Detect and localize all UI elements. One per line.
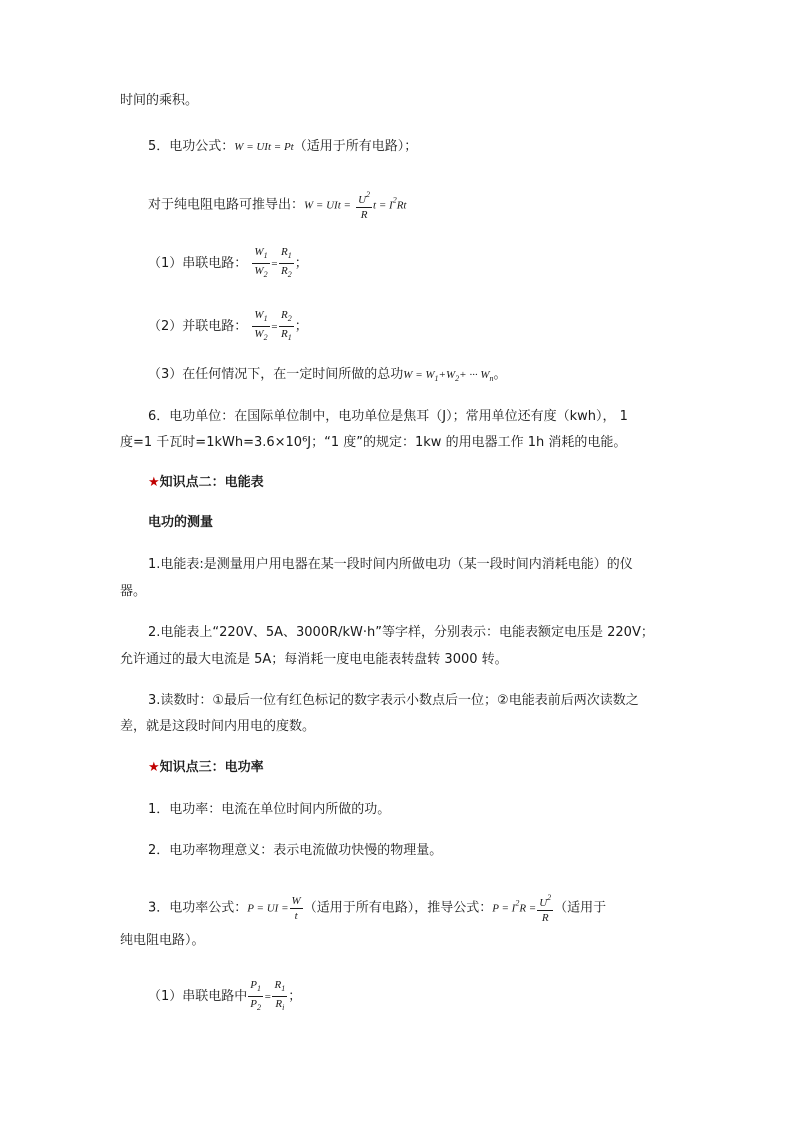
star-icon: ★ — [148, 475, 160, 490]
fraction-w1-over-w2: $\frac{W_1}{W_2}$ — [254, 246, 268, 279]
text-line: 3.读数时：①最后一位有红色标记的数字表示小数点后一位；②电能表前后两次读数之 — [148, 693, 639, 708]
formula-line-pure-resistance: 对于纯电阻电路可推导出：W = UIt = $\frac{U^2}{R}$ $t = I^2Rt$ — [148, 190, 407, 221]
subsection-heading: 电功的测量 — [148, 515, 214, 530]
series-circuit-ratio: （1）串联电路： $\frac{W_1}{W_2}$ = $\frac{R_1}{R_2}$ ； — [148, 245, 308, 282]
fraction-p1-over-p2: $\frac{P_1}{P_2}$ — [250, 979, 262, 1012]
section-heading-meter: ★知识点二：电能表 — [148, 475, 264, 490]
fraction-u2-over-r: $\frac{U^2}{R}$ — [539, 893, 552, 924]
parallel-circuit-ratio: （2）并联电路： $\frac{W_1}{W_2}$ = $\frac{R_2}{R_1}$ ； — [148, 308, 308, 345]
fraction-w1-over-w2: $\frac{W_1}{W_2}$ — [254, 309, 268, 342]
text-line: 允许通过的最大电流是 5A；每消耗一度电电能表转盘转 3000 转。 — [120, 652, 508, 667]
formula-line-electric-work: 5．电功公式：W = UIt = Pt（适用于所有电路）； — [148, 139, 418, 154]
text-line: 1．电功率：电流在单位时间内所做的功。 — [148, 802, 391, 817]
fraction-r1-over-r2: $\frac{R_1}{R_2}$ — [281, 246, 292, 279]
power-formula-line: 3．电功率公式：P = UI = $\frac{W}{t}$ （适用于所有电路），推导公式：$P = I^2R$ = $\frac{U^2}{R}$ （适用于 — [148, 893, 607, 924]
fraction-w-over-t: $\frac{W}{t}$ — [291, 894, 301, 922]
text-line: 差，就是这段时间内用电的度数。 — [120, 719, 316, 734]
text-line: 器。 — [120, 584, 147, 599]
total-work-line: （3）在任何情况下，在一定时间所做的总功$W = W_1+W_2+$ ··· $W_n$。 — [148, 367, 507, 383]
fraction-r2-over-r1: $\frac{R_2}{R_1}$ — [281, 309, 292, 342]
series-power-ratio: （1）串联电路中 $\frac{P_1}{P_2}$ = $\frac{R_1}{R_i}$ ； — [148, 978, 301, 1015]
text-line: 6．电功单位：在国际单位制中，电功单位是焦耳（J）；常用单位还有度（kwh）， 1 — [148, 409, 628, 424]
star-icon: ★ — [148, 760, 160, 775]
fraction-r1-over-ri: $\frac{R_1}{R_i}$ — [274, 979, 286, 1012]
fraction-u2-over-r: $\frac{U^2}{R}$ — [358, 190, 371, 221]
text-line: 1.电能表:是测量用户用电器在某一段时间内所做电功（某一段时间内消耗电能）的仪 — [148, 557, 633, 572]
text-line: 2.电能表上“220V、5A、3000R/kW·h”等字样，分别表示：电能表额定电压是 220V； — [148, 625, 654, 640]
text-line: 2．电功率物理意义：表示电流做功快慢的物理量。 — [148, 843, 443, 858]
text-line: 度=1 千瓦时=1kWh=3.6×10⁶J；“1 度”的规定：1kw 的用电器工作 1h 消耗的电能。 — [120, 435, 627, 450]
text-line: 纯电阻电路）。 — [120, 933, 205, 948]
section-heading-power: ★知识点三：电功率 — [148, 760, 264, 775]
text-line: 时间的乘积。 — [120, 93, 199, 108]
